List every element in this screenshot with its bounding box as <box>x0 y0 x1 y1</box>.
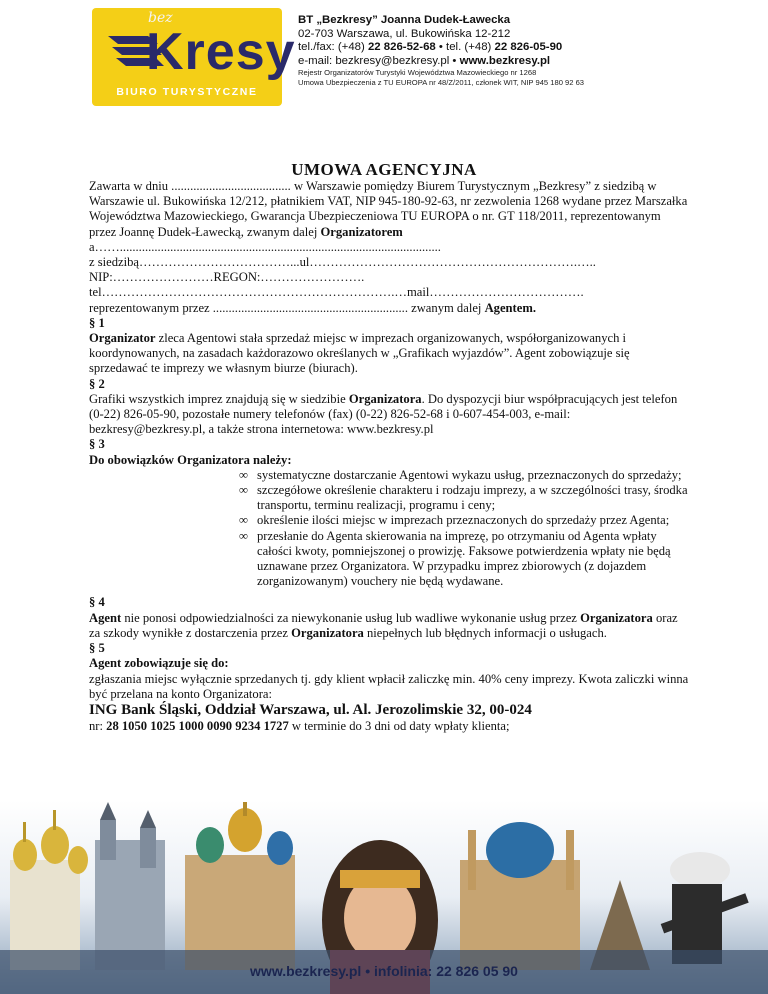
list-item: ∞ określenie ilości miejsc w imprezach przeznaczonych do sprzedaży przez Agenta; <box>239 513 689 528</box>
logo-name: Kresy <box>146 23 296 81</box>
document-title: UMOWA AGENCYJNA <box>291 160 477 179</box>
section-2-heading: § 2 <box>89 376 105 391</box>
company-email <box>298 55 758 69</box>
email-text: e-mail: bezkresy@bezkresy.pl • <box>298 54 460 67</box>
section-4-agent: Agent <box>89 610 122 625</box>
intro-text: Zawarta w dniu ...................................... w Warszawie pomiędzy Biurem Turystycznym „Bezkresy” z siedzibą w Warszawie ul. Bukowińska 12/212, płatnikiem VAT, NIP 945-180-92-63, nr zezwolenia 1268 wydane przez Marszałka Województwa Mazowieckiego, Gwarancja Ubezpieczeniowa TU EUROPA o nr. GT 118/2011, reprezentowanym przez Joannę Dudek-Ławecką, zwanym dalej <box>89 179 688 239</box>
list-item: ∞ przesłanie do Agenta skierowania na imprezę, po otrzymaniu od Agenta wpłaty całości kwoty, pomniejszonej o prowizję. Faksowe potwierdzenia wpłaty nie będą uznawane przez Organizatora. W przypadku imprez zbiorowych (z dojazdem zorganizowanym) vouchery nie będą wydawane. <box>239 529 689 590</box>
section-3-list <box>89 468 689 590</box>
section-5-text: zgłaszania miejsc wyłącznie sprzedanych tj. gdy klient wpłacił zaliczkę min. 40% ceny imprezy. Kwota zaliczki winna być przelana na konto Organizatora: <box>89 671 689 701</box>
phone-2: 22 826-05-90 <box>494 41 563 54</box>
company-address: 02-703 Warszawa, ul. Bukowińska 12-212 <box>298 27 511 40</box>
phone-prefix: tel./fax: (+48) <box>298 41 368 54</box>
line-tel: tel…………………………………………………………….…mail………………………………. <box>89 285 584 300</box>
intro-organizer: Organizatorem <box>320 224 403 239</box>
section-3-heading: § 3 <box>89 437 105 452</box>
phone-1: 22 826-52-68 <box>367 41 436 54</box>
section-2-organizer: Organizatora <box>348 391 422 406</box>
phone-mid: • tel. (+48) <box>435 41 495 54</box>
section-4-organizer-2: Organizatora <box>291 625 364 640</box>
account-prefix: nr: <box>89 718 107 733</box>
line-seat: z siedzibą………………………………...ul……………………………………………………….….. <box>89 255 596 270</box>
bank-account-line <box>89 719 689 734</box>
line-rep-text: reprezentowanym przez .............................................................. zwanym dalej <box>89 300 485 315</box>
company-register: Rejestr Organizatorów Turystyki Województwa Mazowieckiego nr 1268 <box>298 68 537 78</box>
line-a: a……...................................................................................................... <box>89 239 441 254</box>
section-4-heading: § 4 <box>89 595 105 610</box>
section-5-lead: Agent zobowiązuje się do: <box>89 656 229 671</box>
line-nip: NIP:……………………REGON:……………………. <box>89 270 365 285</box>
section-1-body: zleca Agentowi stała sprzedaż miejsc w imprezach organizowanych, współorganizowanych i koordynowanych, na zasadach każdorazowo określanych w „Grafikach wyjazdów”. Agent zobowiązuje się sprzedawać te imprezy we własnym biurze (biurach). <box>89 331 630 376</box>
logo <box>92 8 296 106</box>
line-rep <box>89 301 689 316</box>
list-item: ∞ szczegółowe określenie charakteru i rodzaju imprezy, a w szczególności trasy, środka transportu, terminu realizacji, programu i ceny; <box>239 483 689 513</box>
company-info <box>298 14 758 88</box>
section-4-body-1: nie ponosi odpowiedzialności za niewykonanie usług lub wadliwe wykonanie usług przez <box>121 610 581 625</box>
company-insurance: Umowa Ubezpieczenia z TU EUROPA nr 48/Z/2011, członek WIT, NIP 945 180 92 63 <box>298 77 585 87</box>
document-body <box>89 179 689 734</box>
section-2-body-2: . Do dyspozycji biur współpracujących jest telefon (0-22) 826-05-90, pozostałe numery telefonów (fax) (0-22) 826-52-68 i 0-607-454-003, e-mail: bezkresy@bezkresy.pl, a także strona internetowa: www.bezkresy.pl <box>89 391 678 437</box>
account-suffix: w terminie do 3 dni od daty wpłaty klienta; <box>288 718 510 733</box>
section-2-text <box>89 392 689 438</box>
website-link[interactable]: www.bezkresy.pl <box>459 54 551 67</box>
list-item: ∞ systematyczne dostarczanie Agentowi wykazu usług, przeznaczonych do sprzedaży; <box>239 468 689 483</box>
section-1-heading: § 1 <box>89 315 105 330</box>
section-3-lead: Do obowiązków Organizatora należy: <box>89 452 292 467</box>
bank-name: ING Bank Śląski, Oddział Warszawa, ul. Al. Jerozolimskie 32, 00-024 <box>89 701 532 718</box>
intro-paragraph <box>89 179 689 240</box>
section-2-body-1: Grafiki wszystkich imprez znajdują się w siedzibie <box>89 391 349 406</box>
logo-tagline: BIURO TURYSTYCZNE <box>116 86 258 98</box>
company-name: BT „Bezkresy” Joanna Dudek-Ławecka <box>298 14 511 26</box>
section-4-text <box>89 611 689 641</box>
section-4-organizer-1: Organizatora <box>580 610 653 625</box>
logo-bez-text: bez <box>148 10 173 26</box>
section-1-lead: Organizator <box>89 331 156 346</box>
section-4-body-3: niepełnych lub błędnych informacji o usługach. <box>363 625 607 640</box>
intro-agent: Agentem. <box>484 300 536 315</box>
account-number: 28 1050 1025 1000 0090 9234 1727 <box>106 718 289 733</box>
section-5-heading: § 5 <box>89 641 105 656</box>
company-phones <box>298 41 758 55</box>
footer-text: www.bezkresy.pl • infolinia: 22 826 05 90 <box>250 963 518 979</box>
section-4-body-2: oraz za szkody wynikłe z dostarczenia przez <box>89 610 678 640</box>
section-1-text <box>89 331 689 377</box>
